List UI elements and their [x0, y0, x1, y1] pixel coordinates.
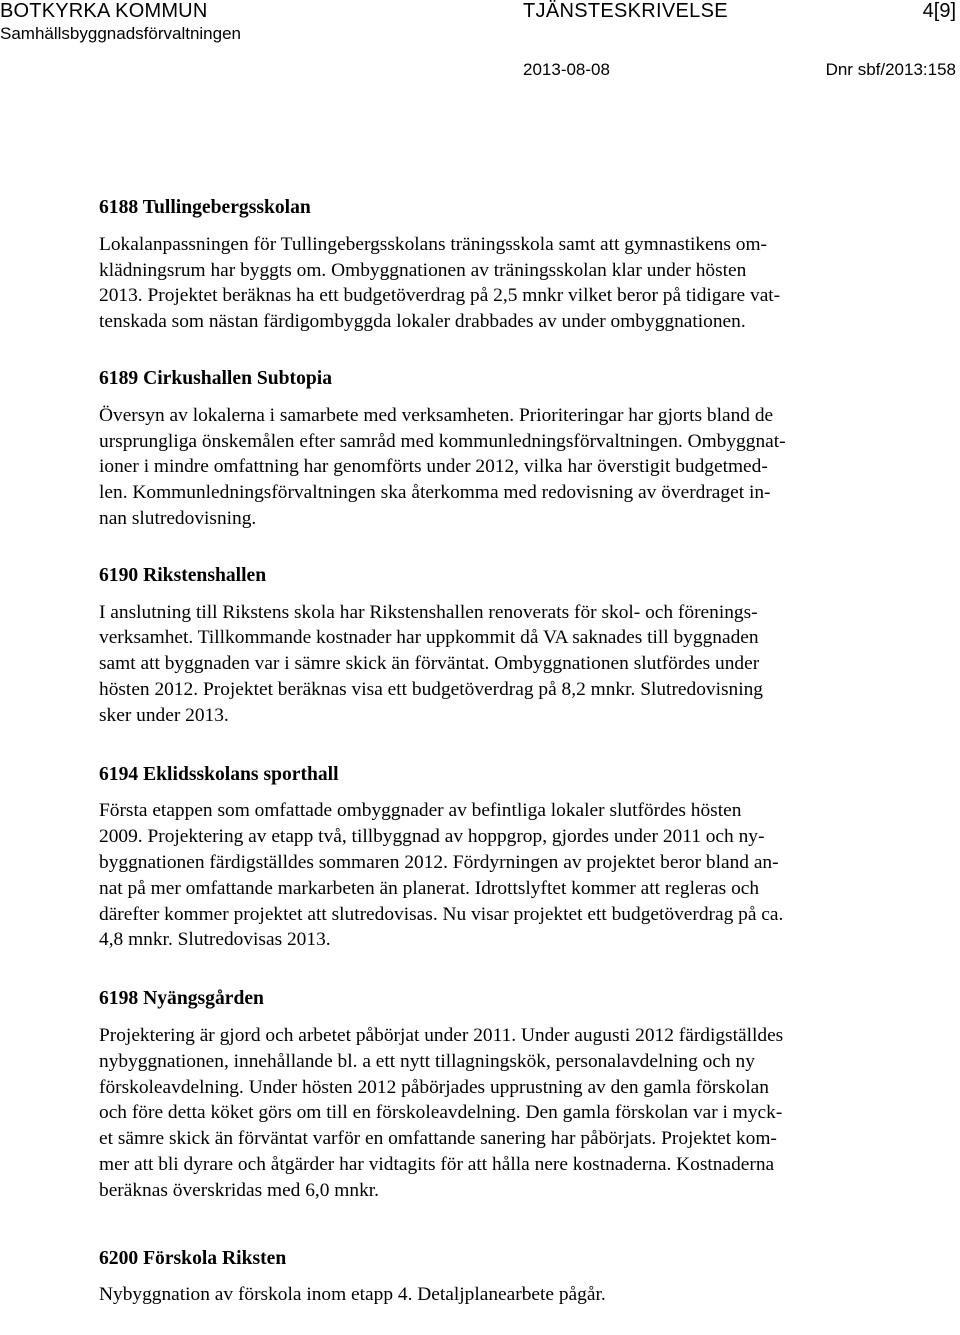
text-line: nybyggnationen, innehållande bl. a ett nytt tillagningskök, personalavdelning och ny [99, 1050, 755, 1072]
text-line: sker under 2013. [99, 704, 229, 726]
text-line: klädningsrum har byggts om. Ombyggnationen av träningsskolan klar under hösten [99, 259, 747, 281]
section-6194 [99, 762, 929, 954]
text-line: ioner i mindre omfattning har genomförts under 2012, vilka har överstigit budgetmed- [99, 456, 768, 478]
text-line: et sämre skick än förväntat varför en omfattande sanering har påbörjats. Projektet kom- [99, 1128, 777, 1150]
section-6189 [99, 366, 929, 532]
text-line: Översyn av lokalerna i samarbete med verksamheten. Prioriteringar har gjorts bland de [99, 404, 774, 426]
document-type: TJÄNSTESKRIVELSE [523, 0, 728, 22]
text-line: Nybyggnation av förskola inom etapp 4. Detaljplanearbete pågår. [99, 1284, 606, 1306]
page-number: 4[9] [922, 0, 956, 22]
section-heading: 6194 Eklidsskolans sporthall [99, 763, 339, 785]
text-line: 2009. Projektering av etapp två, tillbyggnad av hoppgrop, gjordes under 2011 och ny- [99, 826, 765, 848]
text-line: därefter kommer projektet att slutredovisas. Nu visar projektet ett budgetöverdrag på ca. [99, 903, 784, 925]
text-line: tenskada som nästan färdigombyggda lokaler drabbades av under ombyggnationen. [99, 311, 746, 333]
text-line: och före detta köket görs om till en förskoleavdelning. Den gamla förskolan var i myck- [99, 1102, 783, 1124]
section-heading: 6188 Tullingebergsskolan [99, 197, 311, 218]
section-heading: 6198 Nyängsgården [99, 988, 264, 1010]
text-line: verksamhet. Tillkommande kostnader har uppkommit då VA saknades till byggnaden [99, 627, 759, 649]
text-line: ursprungliga önskemålen efter samråd med kommunledningsförvaltningen. Ombyggnat- [99, 430, 786, 452]
organization-name: BOTKYRKA KOMMUN [0, 0, 208, 22]
text-line: byggnationen färdigställdes sommaren 2012. Fördyrningen av projektet beror bland an- [99, 851, 779, 873]
section-6200 [99, 1246, 929, 1309]
section-paragraph [99, 600, 929, 729]
section-heading: 6189 Cirkushallen Subtopia [99, 367, 333, 389]
section-paragraph [99, 1023, 929, 1204]
text-line: samt att byggnaden var i sämre skick än förväntat. Ombyggnationen slutfördes under [99, 653, 760, 675]
document-body [99, 195, 929, 1308]
document-date: 2013-08-08 [523, 60, 610, 79]
text-line: förskoleavdelning. Under hösten 2012 påbörjades upprustning av den gamla förskolan [99, 1076, 769, 1098]
section-paragraph [99, 1282, 929, 1308]
section-paragraph [99, 403, 929, 532]
text-line: mer att bli dyrare och åtgärder har vidtagits för att hålla nere kostnaderna. Kostnaderna [99, 1153, 775, 1175]
text-line: 4,8 mnkr. Slutredovisas 2013. [99, 929, 331, 951]
section-heading: 6190 Rikstenshallen [99, 564, 267, 586]
text-line: hösten 2012. Projektet beräknas visa ett budgetöverdrag på 8,2 mnkr. Slutredovisning [99, 678, 764, 700]
text-line: Projektering är gjord och arbetet påbörjat under 2011. Under augusti 2012 färdigställdes [99, 1024, 784, 1046]
section-paragraph [99, 798, 929, 953]
section-6190 [99, 563, 929, 729]
text-line: beräknas överskridas med 6,0 mnkr. [99, 1179, 380, 1201]
text-line: I anslutning till Rikstens skola har Rikstenshallen renoverats för skol- och förenings- [99, 601, 758, 623]
text-line: Lokalanpassningen för Tullingebergsskolans träningsskola samt att gymnastikens om- [99, 233, 768, 255]
text-line: 2013. Projektet beräknas ha ett budgetöverdrag på 2,5 mnkr vilket beror på tidigare vat- [99, 285, 781, 307]
section-6188 [99, 195, 929, 335]
section-paragraph [99, 232, 929, 335]
section-6198 [99, 986, 929, 1203]
section-heading: 6200 Förskola Riksten [99, 1247, 287, 1269]
text-line: Första etappen som omfattade ombyggnader av befintliga lokaler slutfördes hösten [99, 800, 742, 822]
text-line: len. Kommunledningsförvaltningen ska återkomma med redovisning av överdraget in- [99, 482, 771, 504]
text-line: nan slutredovisning. [99, 507, 257, 529]
registration-number: Dnr sbf/2013:158 [825, 60, 956, 79]
text-line: nat på mer omfattande markarbeten än planerat. Idrottslyftet kommer att regleras och [99, 877, 760, 899]
department-name: Samhällsbyggnadsförvaltningen [0, 24, 241, 43]
page-header [0, 0, 960, 90]
